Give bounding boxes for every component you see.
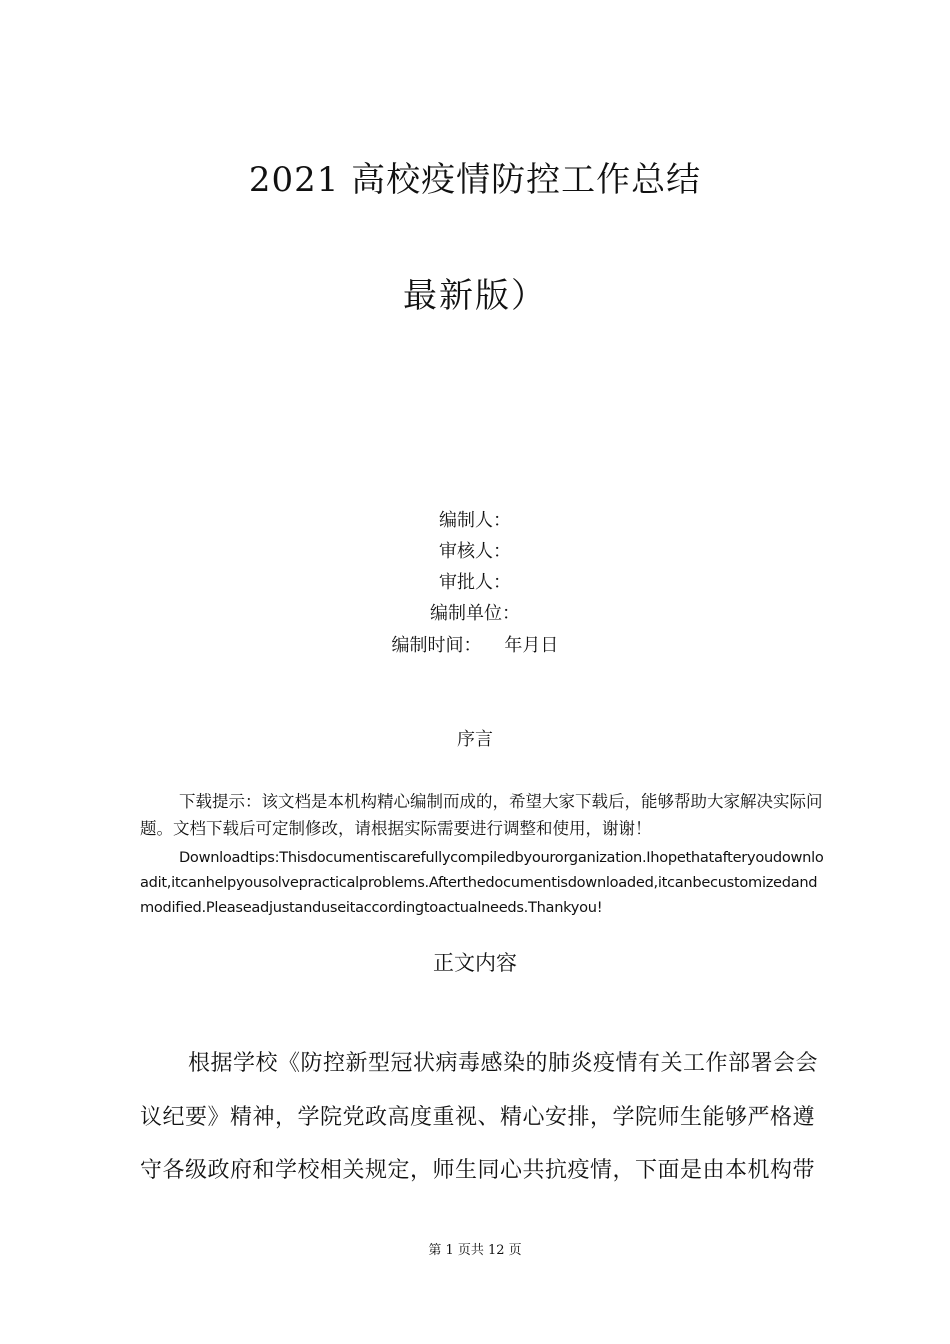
download-tip-english: Downloadtips:Thisdocumentiscarefullycompiledbyourorganization.Ihopethatafteryoudownloadit,itcanhelpyousolvepracticalproblems.Afterthedocumentisdownloaded,itcanbecustomizedandmodified.Pleaseadjustanduseitaccordingtoactualneeds.Thankyou! xyxy=(140,849,824,916)
preface-heading: 序言 xyxy=(457,729,493,750)
download-tip-chinese: 下载提示：该文档是本机构精心编制而成的，希望大家下载后，能够帮助大家解决实际问题。文档下载后可定制修改，请根据实际需要进行调整和使用，谢谢！ xyxy=(140,792,823,838)
meta-date: 编制时间： 年月日 xyxy=(391,635,559,656)
meta-organization: 编制单位： xyxy=(430,603,520,624)
page-footer: 第 1 页共 12 页 xyxy=(428,1243,522,1258)
meta-reviewer: 审核人： xyxy=(439,541,511,562)
meta-author: 编制人： xyxy=(439,510,511,531)
document-subtitle: 最新版） xyxy=(403,276,547,316)
body-paragraph: 根据学校《防控新型冠状病毒感染的肺炎疫情有关工作部署会会议纪要》精神，学院党政高度重视、精心安排，学院师生能够严格遵守各级政府和学校相关规定，师生同心共抗疫情，下面是由本机构带 xyxy=(140,1051,819,1183)
body-heading: 正文内容 xyxy=(433,951,517,975)
document-title: 2021 高校疫情防控工作总结 xyxy=(248,160,702,200)
meta-approver: 审批人： xyxy=(439,572,511,593)
